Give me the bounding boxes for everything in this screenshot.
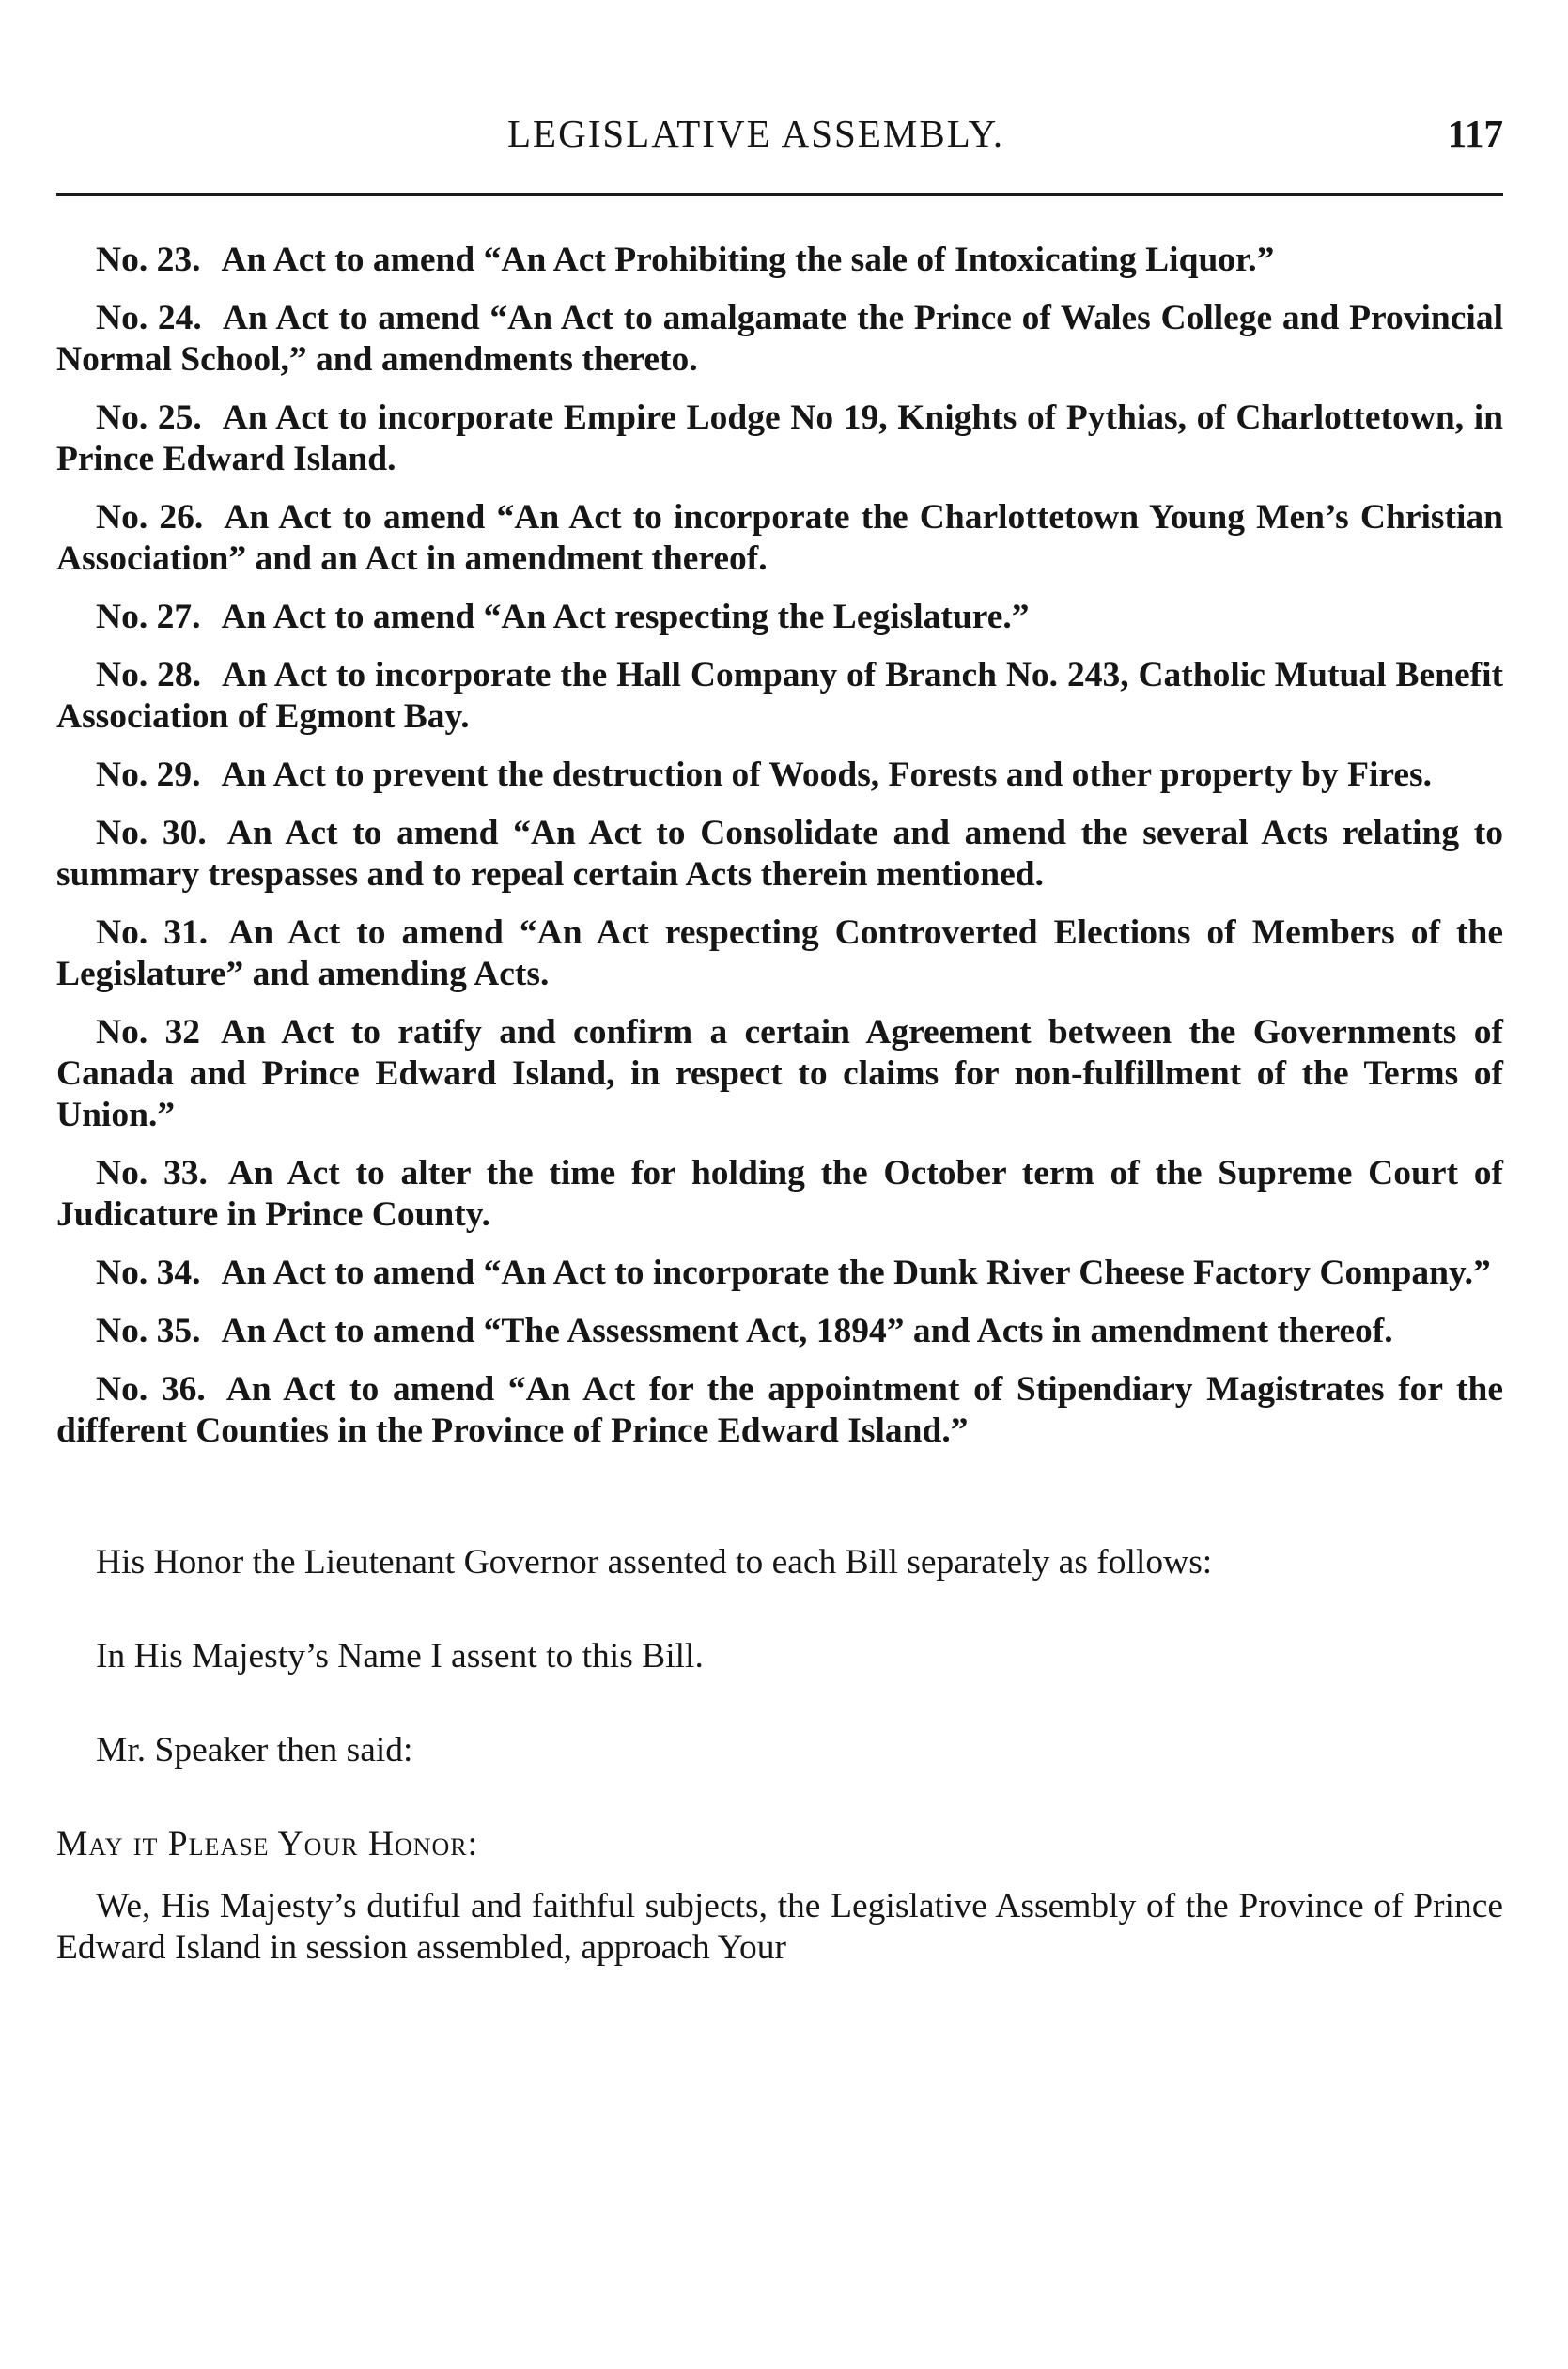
act-entry	[56, 597, 1503, 638]
act-title: An Act to amend “An Act to amalgamate the Prince of Wales College and Provincial Normal School,” and amendments thereto.	[56, 299, 1503, 379]
act-number: No. 26.	[96, 498, 204, 537]
act-title: An Act to amend “An Act for the appointment of Stipendiary Magistrates for the different Counties in the Province of Prince Edward Island.”	[56, 1370, 1503, 1450]
act-number: No. 32	[96, 1013, 201, 1052]
closing-section	[56, 1542, 1503, 1969]
body-text	[56, 240, 1503, 1969]
act-number: No. 34.	[96, 1254, 201, 1292]
act-entry	[56, 655, 1503, 738]
assent-formula: In His Majesty’s Name I assent to this Bill.	[96, 1637, 704, 1675]
act-number: No. 33.	[96, 1154, 208, 1192]
address-paragraph: We, His Majesty’s dutiful and faithful subjects, the Legislative Assembly of the Province of Prince Edward Island in session assembled, approach Your	[56, 1887, 1503, 1967]
act-entry	[56, 1153, 1503, 1236]
act-number: No. 35.	[96, 1312, 201, 1350]
act-title: An Act to prevent the destruction of Woods, Forests and other property by Fires.	[221, 756, 1432, 794]
assent-intro-paragraph: His Honor the Lieutenant Governor assented to each Bill separately as follows:	[96, 1543, 1213, 1582]
act-entry	[56, 912, 1503, 995]
act-number: No. 27.	[96, 598, 201, 636]
act-number: No. 29.	[96, 756, 201, 794]
act-entry	[56, 298, 1503, 381]
act-title: An Act to amend “An Act respecting Controverted Elections of Members of the Legislature” and amending Acts.	[56, 913, 1503, 993]
act-title: An Act to amend “An Act to incorporate the Charlottetown Young Men’s Christian Association” and an Act in amendment thereof.	[56, 498, 1503, 578]
act-number: No. 30.	[96, 814, 207, 852]
act-entry	[56, 497, 1503, 580]
act-number: No. 31.	[96, 913, 209, 952]
act-number: No. 25.	[96, 398, 202, 437]
running-head	[56, 111, 1503, 167]
act-entry	[56, 1012, 1503, 1136]
salutation: May it Please Your Honor:	[56, 1825, 479, 1863]
act-entry	[56, 1369, 1503, 1452]
page-number: 117	[1447, 112, 1503, 155]
act-title: An Act to amend “An Act Prohibiting the sale of Intoxicating Liquor.”	[221, 241, 1275, 279]
running-head-title: LEGISLATIVE ASSEMBLY.	[507, 112, 1005, 155]
act-entry	[56, 813, 1503, 896]
act-title: An Act to incorporate Empire Lodge No 19, Knights of Pythias, of Charlottetown, in Prince Edward Island.	[56, 398, 1503, 478]
act-number: No. 36.	[96, 1370, 206, 1409]
header-rule	[56, 193, 1503, 196]
act-number: No. 24.	[96, 299, 202, 337]
act-title: An Act to amend “An Act to Consolidate and amend the several Acts relating to summary trespasses and to repeal certain Acts therein mentioned.	[56, 814, 1504, 894]
act-title: An Act to ratify and confirm a certain Agreement between the Governments of Canada and Prince Edward Island, in respect to claims for non-fulfillment of the Terms of Union.”	[56, 1013, 1503, 1134]
act-title: An Act to amend “An Act to incorporate the Dunk River Cheese Factory Company.”	[221, 1254, 1491, 1292]
act-entry	[56, 755, 1503, 796]
act-number: No. 28.	[96, 656, 201, 694]
speaker-line: Mr. Speaker then said:	[96, 1731, 413, 1769]
act-entry	[56, 1311, 1503, 1352]
act-title: An Act to incorporate the Hall Company of Branch No. 243, Catholic Mutual Benefit Association of Egmont Bay.	[56, 656, 1503, 736]
act-entry	[56, 397, 1503, 480]
act-entry	[56, 1253, 1503, 1294]
act-title: An Act to alter the time for holding the October term of the Supreme Court of Judicature in Prince County.	[56, 1154, 1503, 1234]
act-title: An Act to amend “The Assessment Act, 1894” and Acts in amendment thereof.	[221, 1312, 1393, 1350]
act-title: An Act to amend “An Act respecting the Legislature.”	[221, 598, 1030, 636]
act-entry	[56, 240, 1503, 281]
act-number: No. 23.	[96, 241, 201, 279]
